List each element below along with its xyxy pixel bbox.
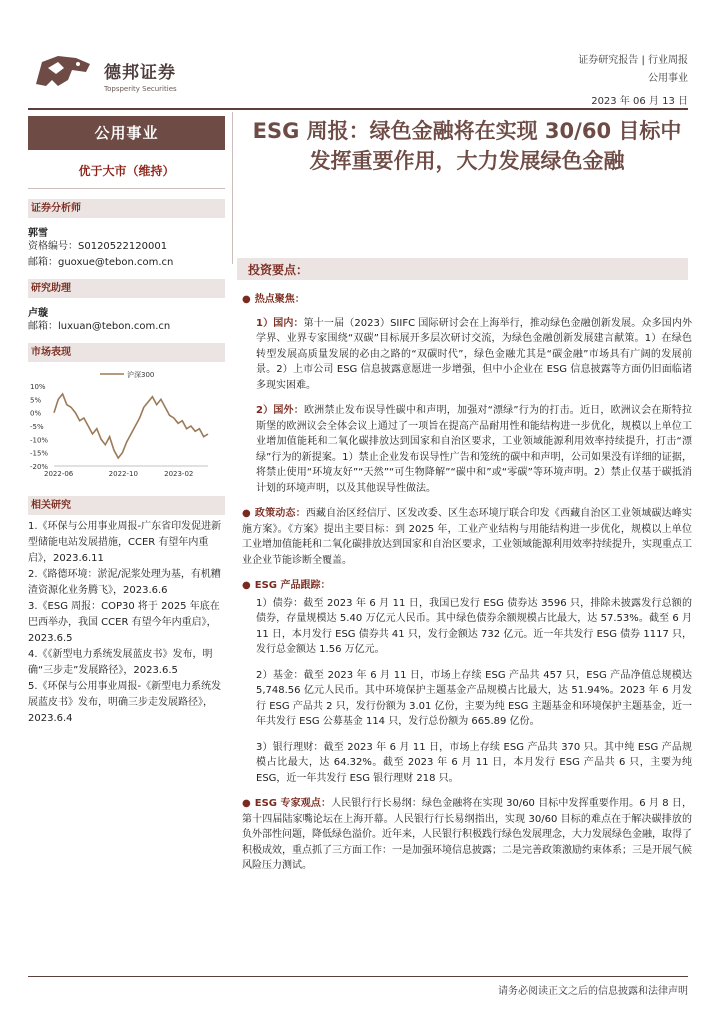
footer-divider <box>28 976 688 977</box>
legend-label: 沪深300 <box>127 371 155 379</box>
investment-title: 投资要点： <box>248 263 309 277</box>
foreign-paragraph <box>256 403 692 496</box>
bullet-icon: ● <box>242 798 251 809</box>
bullet-icon: ● <box>242 580 251 591</box>
policy-paragraph <box>242 506 692 568</box>
bullet-icon: ● <box>242 294 251 305</box>
fund-paragraph: 2）基金：截至 2023 年 6 月 11 日，市场上存续 ESG 产品共 457 只，ESG 产品净值总规模达 5,748.56 亿元人民币。其中环境保护主题基金产品规模占比最大，达 51.94%。2023 年 6 月发行 ESG 产品共 2 只，发行份额为 3.01 亿份，主要为纯 ESG 主题基金和环境保护主题基金，近一年共发行 ESG 公募基金 114 只，发行总份额为 665.89 亿份。 <box>256 669 692 727</box>
y-tick-label: -5% <box>30 423 44 431</box>
x-tick-label: 2022-06 <box>44 470 74 478</box>
analyst-email[interactable]: 邮箱：guoxue@tebon.com.cn <box>28 257 174 268</box>
y-tick-label: 0% <box>30 409 42 418</box>
esg-heading <box>242 578 692 594</box>
related-item[interactable]: 3.《ESG 周报：COP30 将于 2025 年底在巴西举办，我国 CCER 有望今年内重启》，2023.6.5 <box>28 601 220 644</box>
y-tick-label: -10% <box>30 436 49 445</box>
related-item[interactable]: 1.《环保与公用事业周报-广东省印发促进新型储能电站发展措施，CCER 有望年内重启》，2023.6.11 <box>28 521 222 564</box>
assistant-email[interactable]: 邮箱：luxuan@tebon.com.cn <box>28 321 171 332</box>
series-line <box>54 394 208 458</box>
analyst-cert: 资格编号：S0120522120001 <box>28 241 168 252</box>
analyst-name: 郭雪 <box>28 228 48 239</box>
policy-text: 西藏自治区经信厅、区发改委、区生态环境厅联合印发《西藏自治区工业领域碳达峰实施方案》。《方案》提出主要目标：到 2025 年，工业产业结构与用能结构进一步优化，规模以上单位工业增加值能耗和二氧化碳排放达到国家和自治区要求，工业领域能源利用效率持续提升，实现重点工业企业节能诊断全覆盖。 <box>242 508 693 566</box>
foreign-text: 欧洲禁止发布误导性碳中和声明，加强对“漂绿”行为的打击。近日，欧洲议会在斯特拉斯堡的欧洲议会全体会议上通过了一项旨在提高产品耐用性和能结构进一步优化，规模以上单位工业增加值能耗和二氧化碳排放达到国家和自治区要求，工业领域能源利用效率持续提升，打击“漂绿”行为的新提案。1）禁止企业发布误导性广告和笼统的碳中和声明，公司如果没有详细的证据，将禁止使用“环境友好”“天然”“可生物降解”“碳中和”或“零碳”等环境声明。2）禁止仅基于碳抵消计划的环境声明，以及其他误导性做法。 <box>256 405 692 494</box>
report-type: 证券研究报告 | 行业周报 <box>578 55 688 66</box>
related-item[interactable]: 5.《环保与公用事业周报-《新型电力系统发展蓝皮书》发布，明确三步走发展路径》，2023.6.4 <box>28 681 222 724</box>
policy-label: 政策动态： <box>254 508 306 519</box>
domestic-paragraph <box>256 316 692 394</box>
brand-name-en: Topsperity Securities <box>104 85 177 93</box>
header-divider <box>28 108 688 110</box>
expert-paragraph <box>242 796 692 874</box>
market-chart <box>28 366 225 486</box>
expert-text: 人民银行行长易纲：绿色金融将在实现 30/60 目标中发挥重要作用。6 月 8 日，第十四届陆家嘴论坛在上海开幕。人民银行行长易纲指出，实现 30/60 目标的难点在于解决碳排放的负外部性问题，降低绿色溢价。近年来，人民银行积极践行绿色发展理念，大力发展绿色金融，取得了积极成效，重点抓了三方面工作：一是加强环境信息披露；二是完善政策激励约束体系；三是开展气候风险压力测试。 <box>242 798 692 871</box>
expert-label: ESG 专家观点： <box>254 798 332 809</box>
rating: 优于大市（维持） <box>78 164 175 178</box>
bond-paragraph: 1）债券：截至 2023 年 6 月 11 日，我国已发行 ESG 债券达 3596 只，排除未披露发行总额的债券，存量规模达 5.40 万亿元人民币。其中绿色债券余额规模占比最大，达 57.53%。截至 6 月 11 日，本月发行 ESG 债券共 41 只，发行金额达 732 亿元。近一年共发行 ESG 债券 1117 只，发行总金额达 1.56 万亿元。 <box>256 597 692 655</box>
y-tick-label: 5% <box>30 396 42 405</box>
foreign-label: 2）国外： <box>256 405 304 416</box>
y-tick-label: -20% <box>30 463 49 471</box>
report-sector: 公用事业 <box>648 73 688 84</box>
report-meta <box>578 52 688 88</box>
assistant-name: 卢璇 <box>28 308 48 319</box>
bank-paragraph: 3）银行理财：截至 2023 年 6 月 11 日，市场上存续 ESG 产品共 370 只。其中纯 ESG 产品规模占比最大，达 64.32%。截至 2023 年 6 月 11 日，本月发行 ESG 产品共 6 只，主要为纯 ESG，近一年共发行 ESG 银行理财 218 只。 <box>256 741 692 784</box>
related-list <box>28 519 225 727</box>
x-tick-label: 2022-10 <box>108 470 138 478</box>
market-chart-svg <box>28 366 225 486</box>
y-tick-label: -15% <box>30 449 49 458</box>
analyst-section-title: 证券分析师 <box>28 199 225 218</box>
related-item[interactable]: 4.《《新型电力系统发展蓝皮书》发布，明确“三步走”发展路径》，2023.6.5 <box>28 649 213 676</box>
esg-title: ESG 产品跟踪： <box>254 580 331 591</box>
footer-disclaimer: 请务必阅读正文之后的信息披露和法律声明 <box>498 986 688 997</box>
brand <box>104 58 177 93</box>
main-content <box>242 292 692 874</box>
x-tick-label: 2023-02 <box>164 470 194 478</box>
related-item[interactable]: 2.《路德环境：淤泥/泥浆处理为基，有机糟渣资源化业务腾飞》，2023.6.6 <box>28 569 221 596</box>
hot-topic-heading <box>242 292 692 308</box>
related-section-title: 相关研究 <box>28 496 225 515</box>
sector-box: 公用事业 <box>28 116 225 150</box>
hot-topic-title: 热点聚焦： <box>254 294 305 305</box>
report-date: 2023 年 06 月 13 日 <box>591 96 688 107</box>
assistant-section-title: 研究助理 <box>28 279 225 298</box>
market-section-title: 市场表现 <box>28 343 225 362</box>
company-logo <box>28 50 98 92</box>
domestic-text: 第十一届（2023）SIIFC 国际研讨会在上海举行，推动绿色金融创新发展。众多国内外学界、业界专家围绕“双碳”目标展开多层次研讨交流，为绿色金融创新发展建言献策。1）在绿色转型发展高质量发展的必由之路的“双碳时代”，绿色金融尤其是“碳金融”市场具有广阔的发展前景。2）上市公司 ESG 信息披露意愿进一步增强，但中小企业在 ESG 信息披露等方面仍旧面临诸多现实困难。 <box>256 317 692 391</box>
bullet-icon: ● <box>242 508 251 519</box>
column-divider <box>232 112 233 264</box>
report-title: ESG 周报：绿色金融将在实现 30/60 目标中发挥重要作用，大力发展绿色金融 <box>252 119 682 173</box>
domestic-label: 1）国内： <box>256 317 304 329</box>
divider <box>28 188 225 189</box>
y-tick-label: 10% <box>30 383 46 391</box>
brand-name-cn: 德邦证券 <box>104 63 176 83</box>
left-sidebar <box>28 116 225 727</box>
